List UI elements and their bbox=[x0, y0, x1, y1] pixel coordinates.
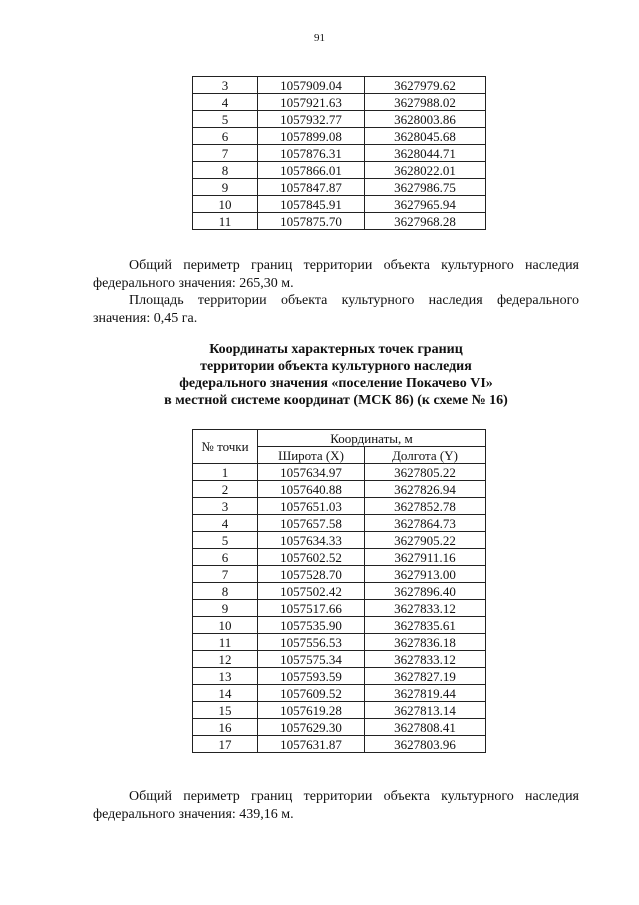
table-row bbox=[193, 702, 486, 719]
longitude-value: 3628044.71 bbox=[365, 145, 486, 162]
latitude-value: 1057619.28 bbox=[258, 702, 365, 719]
latitude-value: 1057556.53 bbox=[258, 634, 365, 651]
table-row bbox=[193, 600, 486, 617]
longitude-value: 3627852.78 bbox=[365, 498, 486, 515]
point-number: 4 bbox=[193, 94, 258, 111]
point-number: 9 bbox=[193, 179, 258, 196]
longitude-value: 3627968.28 bbox=[365, 213, 486, 230]
heading-line-4: в местной системе координат (МСК 86) (к схеме № 16) bbox=[164, 393, 508, 408]
latitude-value: 1057634.97 bbox=[258, 464, 365, 481]
point-number: 12 bbox=[193, 651, 258, 668]
point-number: 5 bbox=[193, 111, 258, 128]
perimeter-paragraph-1 bbox=[93, 257, 579, 293]
table-row bbox=[193, 617, 486, 634]
table-row bbox=[193, 196, 486, 213]
longitude-value: 3627826.94 bbox=[365, 481, 486, 498]
table-row bbox=[193, 634, 486, 651]
point-number: 13 bbox=[193, 668, 258, 685]
longitude-value: 3627833.12 bbox=[365, 651, 486, 668]
table-row bbox=[193, 213, 486, 230]
longitude-value: 3627803.96 bbox=[365, 736, 486, 753]
longitude-value: 3627979.62 bbox=[365, 77, 486, 94]
table-row bbox=[193, 566, 486, 583]
latitude-value: 1057528.70 bbox=[258, 566, 365, 583]
heading-line-1: Координаты характерных точек границ bbox=[209, 342, 463, 357]
latitude-value: 1057631.87 bbox=[258, 736, 365, 753]
point-number: 16 bbox=[193, 719, 258, 736]
table-row bbox=[193, 464, 486, 481]
longitude-value: 3627835.61 bbox=[365, 617, 486, 634]
point-number: 4 bbox=[193, 515, 258, 532]
latitude-value: 1057502.42 bbox=[258, 583, 365, 600]
point-number: 14 bbox=[193, 685, 258, 702]
latitude-value: 1057932.77 bbox=[258, 111, 365, 128]
point-number: 7 bbox=[193, 145, 258, 162]
table-row bbox=[193, 736, 486, 753]
table-row bbox=[193, 498, 486, 515]
latitude-value: 1057651.03 bbox=[258, 498, 365, 515]
section-heading bbox=[93, 341, 579, 409]
latitude-value: 1057909.04 bbox=[258, 77, 365, 94]
point-number: 2 bbox=[193, 481, 258, 498]
point-number: 17 bbox=[193, 736, 258, 753]
coordinates-table bbox=[192, 429, 486, 753]
perimeter-paragraph-2 bbox=[93, 788, 579, 824]
table-row bbox=[193, 179, 486, 196]
point-number: 3 bbox=[193, 498, 258, 515]
longitude-value: 3627819.44 bbox=[365, 685, 486, 702]
table-row bbox=[193, 94, 486, 111]
table-row bbox=[193, 719, 486, 736]
longitude-value: 3627911.16 bbox=[365, 549, 486, 566]
point-number: 11 bbox=[193, 634, 258, 651]
column-header-point: № точки bbox=[193, 430, 258, 464]
latitude-value: 1057657.58 bbox=[258, 515, 365, 532]
table-row bbox=[193, 549, 486, 566]
table-row bbox=[193, 162, 486, 179]
area-text: Площадь территории объекта культурного наследия федерального значения: 0,45 га. bbox=[93, 293, 579, 326]
table-row bbox=[193, 77, 486, 94]
column-header-latitude: Широта (X) bbox=[258, 447, 365, 464]
table-row bbox=[193, 515, 486, 532]
point-number: 1 bbox=[193, 464, 258, 481]
longitude-value: 3627905.22 bbox=[365, 532, 486, 549]
point-number: 8 bbox=[193, 583, 258, 600]
column-header-coords: Координаты, м bbox=[258, 430, 486, 447]
longitude-value: 3627813.14 bbox=[365, 702, 486, 719]
longitude-value: 3627827.19 bbox=[365, 668, 486, 685]
longitude-value: 3627965.94 bbox=[365, 196, 486, 213]
table-row bbox=[193, 532, 486, 549]
longitude-value: 3627988.02 bbox=[365, 94, 486, 111]
latitude-value: 1057593.59 bbox=[258, 668, 365, 685]
latitude-value: 1057847.87 bbox=[258, 179, 365, 196]
point-number: 8 bbox=[193, 162, 258, 179]
page-number: 91 bbox=[314, 32, 325, 44]
latitude-value: 1057629.30 bbox=[258, 719, 365, 736]
point-number: 5 bbox=[193, 532, 258, 549]
table-row bbox=[193, 651, 486, 668]
point-number: 9 bbox=[193, 600, 258, 617]
heading-line-3: федерального значения «поселение Покачево VI» bbox=[179, 376, 493, 391]
perimeter-text-2: Общий периметр границ территории объекта культурного наследия федерального значения: 439,16 м. bbox=[93, 789, 579, 822]
latitude-value: 1057517.66 bbox=[258, 600, 365, 617]
coordinates-table-continued bbox=[192, 76, 486, 230]
point-number: 10 bbox=[193, 617, 258, 634]
latitude-value: 1057921.63 bbox=[258, 94, 365, 111]
longitude-value: 3627836.18 bbox=[365, 634, 486, 651]
longitude-value: 3627896.40 bbox=[365, 583, 486, 600]
longitude-value: 3628022.01 bbox=[365, 162, 486, 179]
latitude-value: 1057866.01 bbox=[258, 162, 365, 179]
point-number: 6 bbox=[193, 128, 258, 145]
latitude-value: 1057535.90 bbox=[258, 617, 365, 634]
latitude-value: 1057609.52 bbox=[258, 685, 365, 702]
longitude-value: 3627805.22 bbox=[365, 464, 486, 481]
table-row bbox=[193, 668, 486, 685]
column-header-longitude: Долгота (Y) bbox=[365, 447, 486, 464]
table-row bbox=[193, 145, 486, 162]
point-number: 3 bbox=[193, 77, 258, 94]
longitude-value: 3627986.75 bbox=[365, 179, 486, 196]
latitude-value: 1057876.31 bbox=[258, 145, 365, 162]
latitude-value: 1057640.88 bbox=[258, 481, 365, 498]
longitude-value: 3628003.86 bbox=[365, 111, 486, 128]
latitude-value: 1057845.91 bbox=[258, 196, 365, 213]
table-row bbox=[193, 128, 486, 145]
longitude-value: 3627864.73 bbox=[365, 515, 486, 532]
longitude-value: 3627913.00 bbox=[365, 566, 486, 583]
latitude-value: 1057899.08 bbox=[258, 128, 365, 145]
point-number: 7 bbox=[193, 566, 258, 583]
point-number: 11 bbox=[193, 213, 258, 230]
table-row bbox=[193, 481, 486, 498]
longitude-value: 3627808.41 bbox=[365, 719, 486, 736]
latitude-value: 1057634.33 bbox=[258, 532, 365, 549]
longitude-value: 3627833.12 bbox=[365, 600, 486, 617]
latitude-value: 1057575.34 bbox=[258, 651, 365, 668]
point-number: 15 bbox=[193, 702, 258, 719]
table-row bbox=[193, 111, 486, 128]
point-number: 10 bbox=[193, 196, 258, 213]
point-number: 6 bbox=[193, 549, 258, 566]
latitude-value: 1057602.52 bbox=[258, 549, 365, 566]
area-paragraph bbox=[93, 292, 579, 328]
table-row bbox=[193, 685, 486, 702]
table-row bbox=[193, 583, 486, 600]
perimeter-text-1: Общий периметр границ территории объекта культурного наследия федерального значения: 265,30 м. bbox=[93, 258, 579, 291]
heading-line-2: территории объекта культурного наследия bbox=[200, 359, 472, 374]
latitude-value: 1057875.70 bbox=[258, 213, 365, 230]
longitude-value: 3628045.68 bbox=[365, 128, 486, 145]
